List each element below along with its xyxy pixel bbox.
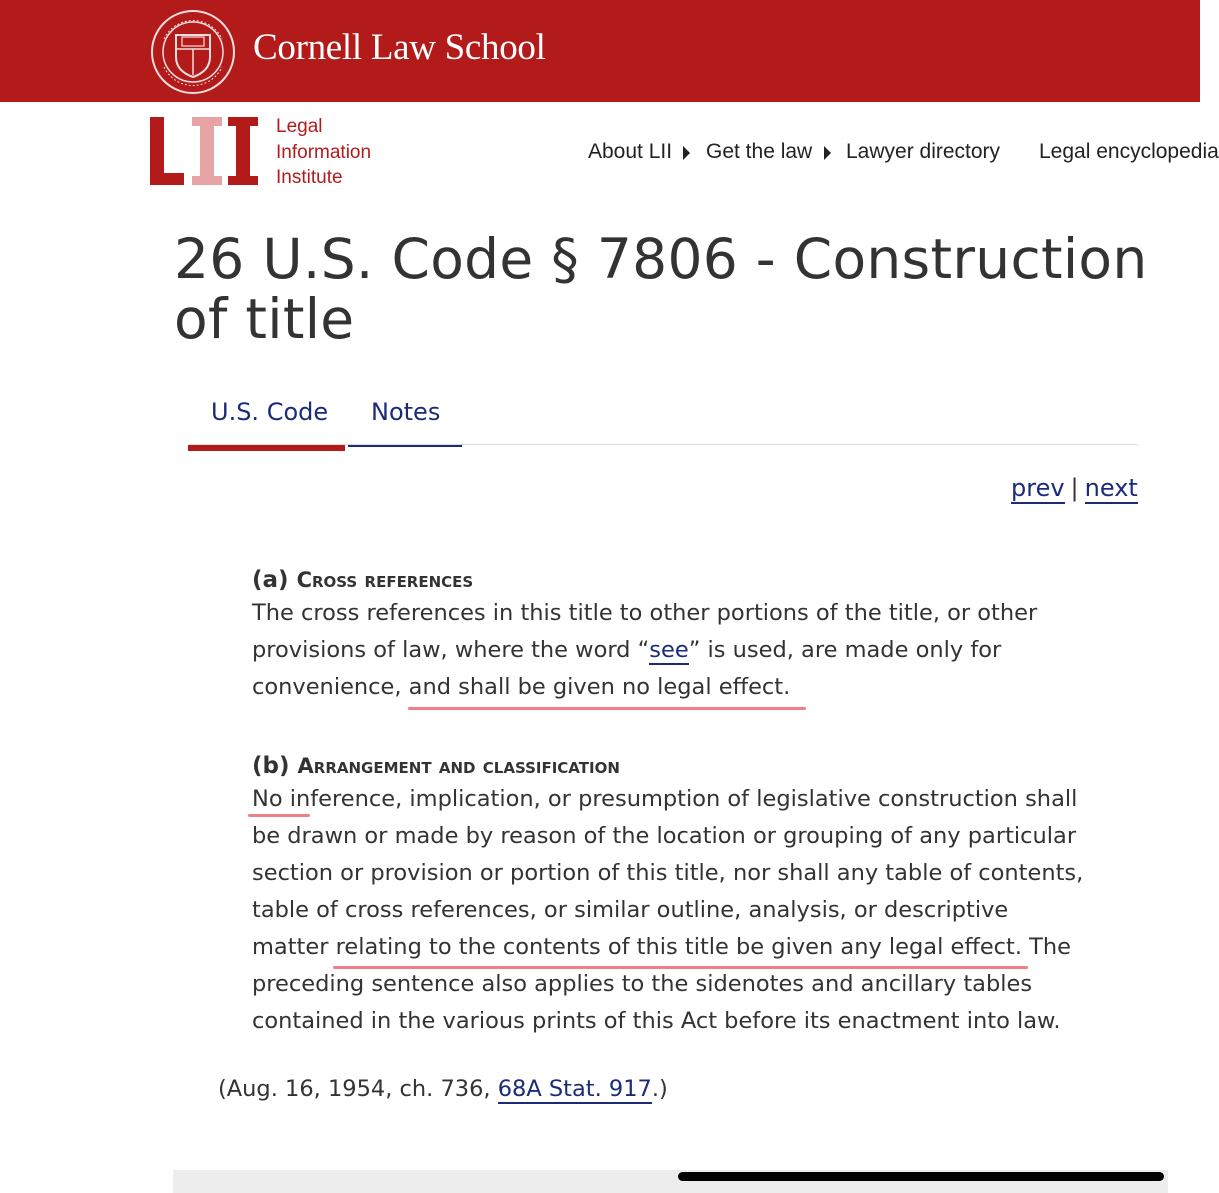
highlight-underline <box>408 707 806 710</box>
section-a-line-2-post: ” is used, are made only for <box>688 637 1002 663</box>
pager <box>1011 474 1138 502</box>
lii-logo[interactable] <box>150 117 260 185</box>
next-link[interactable]: next <box>1084 474 1138 502</box>
pager-separator: | <box>1070 474 1079 502</box>
tab-notes-underline <box>348 445 462 447</box>
statute-link[interactable]: 68A Stat. 917 <box>497 1076 652 1102</box>
section-b <box>252 753 1152 1040</box>
section-a-title: Cross references <box>296 568 474 592</box>
tab-us-code[interactable]: U.S. Code <box>211 398 329 426</box>
section-a-line-2-pre: provisions of law, where the word “ <box>252 637 650 663</box>
highlight-underline <box>248 814 310 817</box>
section-a-heading <box>252 567 1152 593</box>
citation-pre: (Aug. 16, 1954, ch. 736, <box>218 1076 498 1102</box>
site-header <box>0 0 1200 102</box>
tab-notes[interactable]: Notes <box>371 398 441 426</box>
section-b-line: table of cross references, or similar outline, analysis, or descriptive <box>252 897 1009 923</box>
section-b-line: contained in the various prints of this Act before its enactment into law. <box>252 1008 1061 1034</box>
highlight-underline <box>333 966 1028 969</box>
tab-active-indicator <box>188 445 345 451</box>
nav-item-legal-encyclopedia[interactable]: Legal encyclopedia <box>1039 140 1219 163</box>
section-a-marker: (a) <box>252 567 289 593</box>
section-b-line: be drawn or made by reason of the location or grouping of any particular <box>252 823 1077 849</box>
section-b-line: matter relating to the contents of this title be given any legal effect. The <box>252 934 1072 960</box>
section-b-line: No inference, implication, or presumption of legislative construction shall <box>252 786 1078 812</box>
section-b-marker: (b) <box>252 753 290 779</box>
see-link[interactable]: see <box>649 637 689 663</box>
lii-word-legal: Legal <box>276 116 323 137</box>
section-b-line: section or provision or portion of this title, nor shall any table of contents, <box>252 860 1084 886</box>
source-citation <box>218 1076 668 1102</box>
section-b-line: preceding sentence also applies to the sidenotes and ancillary tables <box>252 971 1033 997</box>
section-b-heading <box>252 753 1152 779</box>
citation-post: .) <box>651 1076 668 1102</box>
section-a-line <box>252 632 1152 669</box>
nav-item-lawyer-directory[interactable]: Lawyer directory <box>846 140 1001 163</box>
section-a-line: convenience, and shall be given no legal effect. <box>252 674 791 700</box>
section-a-line: The cross references in this title to other portions of the title, or other <box>252 600 1038 626</box>
cornell-seal-icon[interactable] <box>150 9 236 95</box>
caret-right-icon <box>824 146 831 160</box>
section-b-text <box>252 781 1152 1040</box>
page-title-line-2: of title <box>174 287 355 351</box>
section-a-text <box>252 595 1152 706</box>
home-indicator[interactable] <box>678 1172 1164 1181</box>
nav-item-get-the-law[interactable]: Get the law <box>706 140 813 163</box>
caret-right-icon <box>683 146 690 160</box>
lii-word-institute: Institute <box>276 167 343 188</box>
prev-link[interactable]: prev <box>1011 474 1065 502</box>
page-title <box>174 229 1174 349</box>
section-b-title: Arrangement and classification <box>297 754 620 778</box>
lii-word-information: Information <box>276 141 372 163</box>
nav-item-about-lii[interactable]: About LII <box>588 140 673 163</box>
lii-wordmark[interactable] <box>276 114 416 191</box>
school-name-link[interactable]: Cornell Law School <box>253 27 546 68</box>
page-title-line-1: 26 U.S. Code § 7806 - Construction <box>174 227 1148 291</box>
section-a <box>252 567 1152 706</box>
